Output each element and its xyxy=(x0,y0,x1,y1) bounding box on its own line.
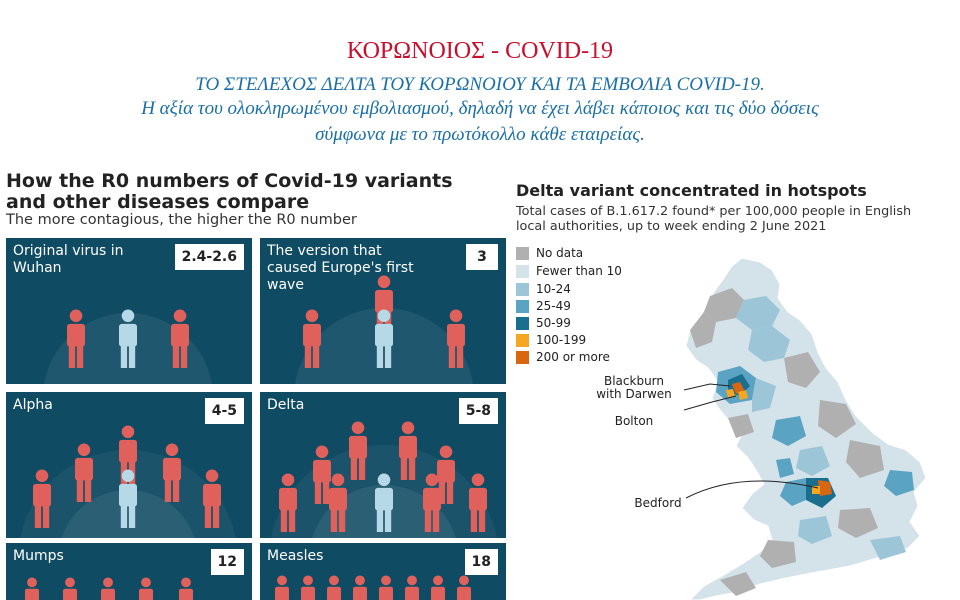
panel-label: Measles xyxy=(267,548,324,564)
panel-label: Original virus in Wuhan xyxy=(13,243,124,276)
r0-value-badge: 3 xyxy=(466,244,498,270)
legend-label: 10-24 xyxy=(536,282,571,296)
r0-subtitle: The more contagious, the higher the R0 number xyxy=(6,212,357,228)
map-title: Delta variant concentrated in hotspots xyxy=(516,181,867,200)
page-subtitle-line-1: ΤΟ ΣΤΕΛΕΧΟΣ ΔΕΛΤΑ ΤΟΥ ΚΟΡΩΝΟΙΟΥ ΚΑΙ ΤΑ ΕΜΒΟΛΙΑ COVID-19. xyxy=(195,74,765,95)
legend-label: 25-49 xyxy=(536,299,571,313)
r0-value-badge: 12 xyxy=(211,549,244,575)
panel-label: The version that caused Europe's first wave xyxy=(267,243,414,293)
legend-label: 100-199 xyxy=(536,333,587,347)
page-title: ΚΟΡΩΝΟΙΟΣ - COVID-19 xyxy=(346,38,614,64)
legend-label: Fewer than 10 xyxy=(536,264,622,278)
panel-label: Mumps xyxy=(13,548,64,564)
callout-blackburn-line-2: with Darwen xyxy=(596,387,672,401)
legend-label: 50-99 xyxy=(536,316,571,330)
panel-label: Delta xyxy=(267,397,305,413)
r0-value-badge: 5-8 xyxy=(459,398,498,424)
map-subtitle-line-2: local authorities, up to week ending 2 June 2021 xyxy=(516,219,827,234)
r0-value-badge: 18 xyxy=(465,549,498,575)
page-subtitle-line-2: Η αξία του ολοκληρωμένου εμβολιασμού, δηλαδή να έχει λάβει κάποιος και τις δύο δόσεις xyxy=(141,98,819,119)
callout-bedford: Bedford xyxy=(634,496,682,510)
callout-blackburn xyxy=(584,375,684,401)
map-subtitle-line-1: Total cases of B.1.617.2 found* per 100,000 people in English xyxy=(516,204,912,219)
panel-label: Alpha xyxy=(13,397,53,413)
legend-label: 200 or more xyxy=(536,350,610,364)
callout-blackburn-line-1: Blackburn xyxy=(603,374,665,388)
legend-label: No data xyxy=(536,246,584,260)
r0-title-line-1: How the R0 numbers of Covid-19 variants xyxy=(6,170,453,192)
r0-value-badge: 2.4-2.6 xyxy=(175,244,244,270)
r0-value-badge: 4-5 xyxy=(205,398,244,424)
page-subtitle-line-3: σύμφωνα με το πρωτόκολλο κάθε εταιρείας. xyxy=(315,124,645,145)
r0-title-line-2: and other diseases compare xyxy=(6,191,310,213)
callout-bolton: Bolton xyxy=(614,414,654,428)
